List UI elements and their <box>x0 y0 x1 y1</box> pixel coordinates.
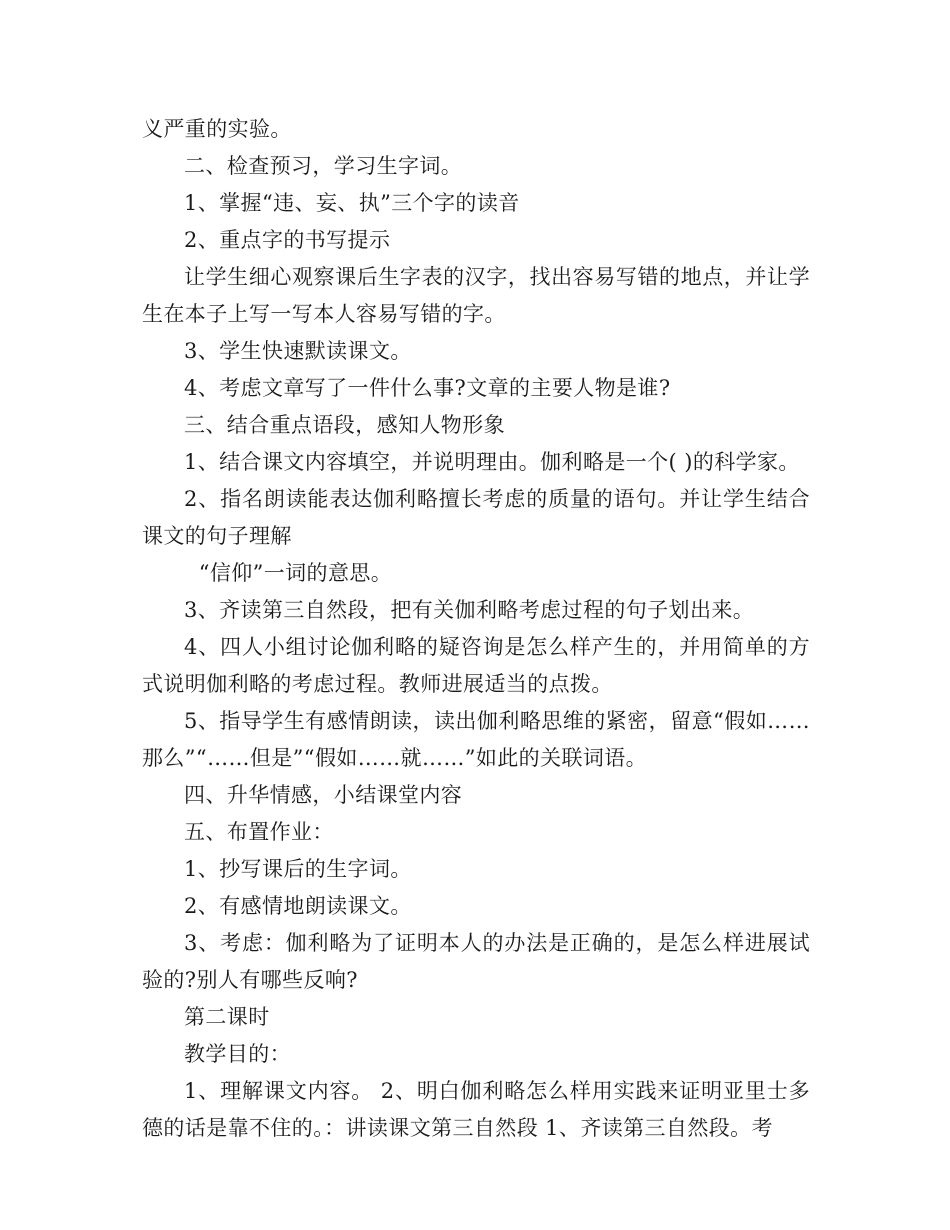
section-heading: 二、检查预习，学习生字词。 <box>184 154 463 178</box>
section-heading: 第二课时 <box>184 1005 270 1029</box>
paragraph: 2、有感情地朗读课文。 <box>184 894 412 918</box>
paragraph: 让学生细心观察课后生字表的汉字，找出容易写错的地点，并让学生在本子上写一写本人容易写错的字。 <box>142 265 810 326</box>
paragraph: 1、结合课文内容填空，并说明理由。伽利略是一个( )的科学家。 <box>184 450 800 474</box>
section-heading: 五、布置作业： <box>184 820 334 844</box>
paragraph: 2、指名朗读能表达伽利略擅长考虑的质量的语句。并让学生结合课文的句子理解 <box>142 487 810 548</box>
section-heading: 三、结合重点语段，感知人物形象 <box>184 413 505 437</box>
paragraph: 5、指导学生有感情朗读，读出伽利略思维的紧密，留意“假如……那么”“……但是”“假如……就……”如此的关联词语。 <box>142 709 810 770</box>
paragraph: 1、抄写课后的生字词。 <box>184 857 412 881</box>
paragraph: 1、理解课文内容。 2、明白伽利略怎么样用实践来证明亚里士多德的话是靠不住的。：讲读课文第三自然段 1、齐读第三自然段。考 <box>142 1079 810 1140</box>
paragraph: “信仰”一词的意思。 <box>198 561 393 585</box>
paragraph: 3、学生快速默读课文。 <box>184 339 412 363</box>
paragraph: 义严重的实验。 <box>142 117 292 141</box>
section-heading: 四、升华情感，小结课堂内容 <box>184 783 463 807</box>
paragraph: 3、齐读第三自然段，把有关伽利略考虑过程的句子划出来。 <box>184 598 755 622</box>
paragraph: 教学目的： <box>184 1042 291 1066</box>
document-body <box>142 111 810 1147</box>
paragraph: 3、考虑：伽利略为了证明本人的办法是正确的，是怎么样进展试验的?别人有哪些反响? <box>142 931 810 992</box>
paragraph: 1、掌握“违、妄、执”三个字的读音 <box>184 191 520 215</box>
paragraph: 2、重点字的书写提示 <box>184 228 391 252</box>
paragraph: 4、考虑文章写了一件什么事?文章的主要人物是谁? <box>184 376 671 400</box>
paragraph: 4、四人小组讨论伽利略的疑咨询是怎么样产生的，并用简单的方式说明伽利略的考虑过程。教师进展适当的点拨。 <box>142 635 810 696</box>
